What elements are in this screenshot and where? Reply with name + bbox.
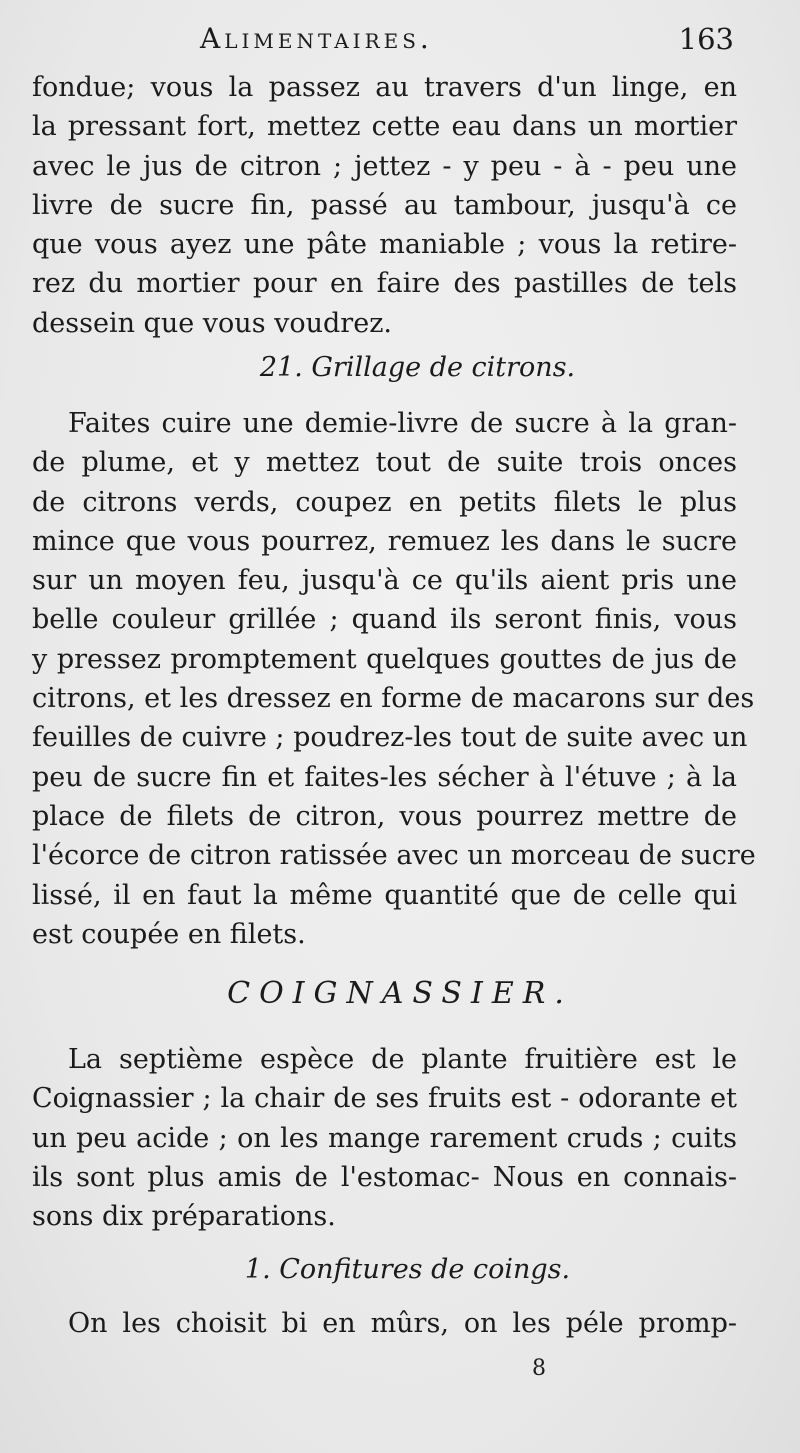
text-line: est coupée en ﬁlets. [32, 918, 306, 950]
text-line: la pressant fort, mettez cette eau dans un mortier [32, 111, 737, 143]
text-line: citrons, et les dressez en forme de macarons sur des [32, 683, 755, 715]
text-line: rez du mortier pour en faire des pastilles de tels [32, 268, 737, 300]
text-line: mince que vous pourrez, remuez les dans le sucre [32, 525, 737, 557]
paragraph-pastilles-end [32, 68, 737, 343]
recipe-heading-grillage: 21. Grillage de citrons. [259, 352, 576, 383]
text-line: dessein que vous voudrez. [32, 307, 393, 339]
paragraph-grillage [32, 404, 756, 954]
text-line: On les choisit bi en mûrs, on les péle promp- [68, 1308, 737, 1339]
text-line: Coignassier ; la chair de ses fruits est - odorante et [32, 1083, 737, 1115]
section-heading-coignassier: COIGNASSIER. [227, 976, 573, 1011]
text-line: lissé, il en faut la même quantité que de celle qui [32, 879, 737, 911]
text-line: sur un moyen feu, jusqu'à ce qu'ils aient pris une [32, 565, 737, 597]
text-line: belle couleur grillée ; quand ils seront ﬁnis, vous [32, 604, 737, 636]
text-line: y pressez promptement quelques gouttes de jus de [32, 643, 737, 675]
text-line: La septième espèce de plante fruitière est le [68, 1044, 737, 1075]
running-title: Alimentaires. [200, 22, 433, 55]
page-number: 163 [678, 22, 734, 56]
text-line: place de ﬁlets de citron, vous pourrez mettre de [32, 800, 737, 832]
text-line: de plume, et y mettez tout de suite trois onces [32, 447, 737, 479]
running-head [200, 22, 740, 62]
text-line: fondue; vous la passez au travers d'un linge, en [32, 72, 737, 103]
text-line: avec le jus de citron ; jettez - y peu - à - peu une [32, 150, 737, 182]
text-line: que vous ayez une pâte maniable ; vous la retire- [32, 229, 737, 261]
text-line: ils sont plus amis de l'estomac- Nous en connais- [32, 1161, 737, 1193]
recipe-heading-confitures: 1. Confitures de coings. [244, 1254, 571, 1285]
text-line: l'écorce de citron ratissée avec un morceau de sucre [32, 840, 756, 872]
paragraph-coignassier [32, 1040, 737, 1236]
text-line: de citrons verds, coupez en petits ﬁlets le plus [32, 486, 737, 518]
text-line: feuilles de cuivre ; poudrez-les tout de suite avec un [32, 722, 748, 754]
text-line: peu de sucre ﬁn et faites-les sécher à l'étuve ; à la [32, 761, 737, 793]
text-line: un peu acide ; on les mange rarement cruds ; cuits [32, 1122, 737, 1154]
text-line: livre de sucre ﬁn, passé au tambour, jusqu'à ce [32, 189, 737, 221]
text-line: Faites cuire une demie-livre de sucre à la gran- [68, 408, 737, 439]
signature-mark: 8 [532, 1356, 546, 1381]
text-line: sons dix préparations. [32, 1201, 336, 1233]
paragraph-confitures [32, 1304, 737, 1343]
